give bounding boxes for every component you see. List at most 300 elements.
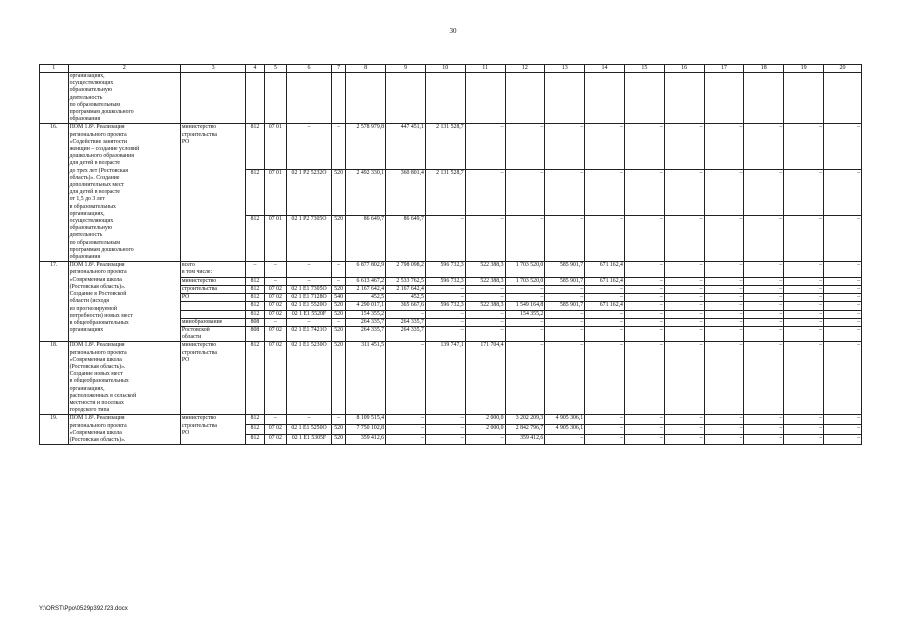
value-cell-col-20: – <box>824 302 862 310</box>
value-cell-col-15: – <box>624 326 664 341</box>
value-cell-col-15: – <box>624 435 664 445</box>
value-cell-col-16: – <box>664 124 704 170</box>
value-cell-col-9: 2 798 098,2 <box>386 262 426 277</box>
value-cell-col-10: 2 131 528,7 <box>425 124 465 170</box>
text-line: «Содействие занятости <box>69 138 128 145</box>
row-executor <box>180 262 245 277</box>
value-cell-col-5: 07 02 <box>264 302 286 310</box>
value-cell-col-18: – <box>744 318 784 326</box>
budget-table <box>39 64 862 445</box>
value-cell-col-7: 520 <box>331 326 345 341</box>
continuation-row <box>40 73 862 124</box>
value-cell-col-9: 447 451,1 <box>386 124 426 170</box>
value-cell-col-15: – <box>624 415 664 425</box>
value-cell-col-9: 365 667,6 <box>386 302 426 310</box>
value-cell-col-5: – <box>264 318 286 326</box>
text-line: ПОМ 1.8³. Реализация <box>69 262 125 269</box>
value-cell-col-18: – <box>744 294 784 302</box>
text-line: организациях, <box>69 210 105 217</box>
value-cell-col-16: – <box>664 216 704 262</box>
value-cell-col-10: – <box>425 216 465 262</box>
text-line: строительства <box>181 285 217 292</box>
value-cell-col-18: – <box>744 302 784 310</box>
value-cell-col-10: – <box>425 415 465 425</box>
value-cell-col-13: – <box>545 216 585 262</box>
value-cell-col-16: – <box>664 302 704 310</box>
text-line: РО <box>181 138 190 145</box>
header-cell-20: 20 <box>824 65 862 73</box>
value-cell-col-18: – <box>744 170 784 216</box>
value-cell-col-7: – <box>331 124 345 170</box>
value-cell-col-15: – <box>624 285 664 293</box>
value-cell-col-19: – <box>784 216 824 262</box>
budget-table-sheet <box>39 64 862 445</box>
value-cell-col-15: – <box>624 425 664 435</box>
value-cell-col-8: 154 355,2 <box>346 310 386 318</box>
value-cell-col-10: – <box>425 425 465 435</box>
value-cell-col-9: 86 649,7 <box>386 216 426 262</box>
text-line: осуществляющих <box>69 218 114 225</box>
text-line: всего <box>181 262 195 269</box>
value-cell-col-17: – <box>704 277 744 285</box>
value-cell-col-4: 812 <box>246 415 264 425</box>
value-cell-col-10: – <box>425 435 465 445</box>
value-cell-col-8: 2 578 979,8 <box>346 124 386 170</box>
value-cell-col-19: – <box>784 170 824 216</box>
text-line: Ростовской <box>181 326 210 333</box>
row-executor <box>180 310 245 318</box>
row-title <box>68 262 180 342</box>
value-cell-col-19: – <box>784 326 824 341</box>
text-line: (Ростовская область)». <box>69 363 126 370</box>
text-line: потребности) новых мест <box>69 312 133 319</box>
text-line: от 1,5 до 3 лет <box>69 196 105 203</box>
text-line: регионального проекта <box>69 422 127 429</box>
text-line: (Ростовская область)». <box>69 283 126 290</box>
value-cell-col-17: – <box>704 318 744 326</box>
value-cell-col-9: 452,5 <box>386 294 426 302</box>
header-cell-5: 5 <box>264 65 286 73</box>
value-cell-col-14: 671 162,4 <box>585 277 625 285</box>
value-cell-col-12: 1 703 520,0 <box>505 262 545 277</box>
value-cell-col-8: 2 167 642,4 <box>346 285 386 293</box>
value-cell-col-20: – <box>824 318 862 326</box>
value-cell-col-7: 520 <box>331 216 345 262</box>
value-cell-col-14: – <box>585 326 625 341</box>
value-cell-col-12: – <box>505 294 545 302</box>
value-cell-col-8: 264 335,7 <box>346 326 386 341</box>
text-line: министерство <box>181 124 217 131</box>
value-cell-col-4: 808 <box>246 318 264 326</box>
header-cell-15: 15 <box>624 65 664 73</box>
value-cell-col-19: – <box>784 262 824 277</box>
value-cell-col-5: 07 02 <box>264 326 286 341</box>
value-cell-col-19: – <box>784 294 824 302</box>
text-line: дошкольного образования <box>69 153 134 160</box>
header-row <box>40 65 862 73</box>
row-executor <box>180 277 245 285</box>
value-cell-col-18: – <box>744 277 784 285</box>
value-cell-col-12: – <box>505 318 545 326</box>
value-cell-col-4: 808 <box>246 326 264 341</box>
value-cell-col-11: – <box>465 326 505 341</box>
value-cell-col-20: – <box>824 216 862 262</box>
value-cell-col-20: – <box>824 277 862 285</box>
value-cell-col-11: – <box>465 294 505 302</box>
text-line: организациях, <box>69 385 105 392</box>
value-cell-col-17: – <box>704 326 744 341</box>
value-cell-col-11: 2 000,0 <box>465 425 505 435</box>
text-line: минобразование <box>181 318 223 325</box>
value-cell-col-5: 07 02 <box>264 285 286 293</box>
value-cell-col-7: 520 <box>331 342 345 415</box>
value-cell-col-9: – <box>386 425 426 435</box>
value-cell-col-17: – <box>704 294 744 302</box>
value-cell-col-14: 671 162,4 <box>585 302 625 310</box>
value-cell-col-6: 02 1 P2 7305О <box>287 216 332 262</box>
value-cell-col-8: 6 877 802,9 <box>346 262 386 277</box>
text-line: в общеобразовательных <box>69 319 129 326</box>
value-cell-col-8: 7 750 102,8 <box>346 425 386 435</box>
text-line: до трех лет (Ростовская <box>69 167 128 174</box>
value-cell-col-12: 154 355,2 <box>505 310 545 318</box>
value-cell-col-5: – <box>264 262 286 277</box>
value-cell-col-14: – <box>585 310 625 318</box>
value-cell-col-19: – <box>784 435 824 445</box>
text-line: образования <box>69 116 101 123</box>
value-cell-col-11: 522 388,3 <box>465 262 505 277</box>
value-cell-col-6: 02 1 E1 5230О <box>287 342 332 415</box>
value-cell-col-20: – <box>824 124 862 170</box>
text-line: регионального проекта <box>69 131 127 138</box>
value-cell-col-8: 452,5 <box>346 294 386 302</box>
value-cell-col-11: – <box>465 318 505 326</box>
value-cell-col-14: – <box>585 415 625 425</box>
header-cell-18: 18 <box>744 65 784 73</box>
value-cell-col-11: – <box>465 170 505 216</box>
value-cell-col-20: – <box>824 425 862 435</box>
value-cell-col-17: – <box>704 216 744 262</box>
value-cell-col-17: – <box>704 124 744 170</box>
value-cell-col-7: 520 <box>331 310 345 318</box>
value-cell-col-15: – <box>624 262 664 277</box>
value-cell-col-7: 540 <box>331 294 345 302</box>
text-line: местности и поселках <box>69 399 124 406</box>
value-cell-col-13: – <box>545 285 585 293</box>
value-cell-col-13: 585 901,7 <box>545 277 585 285</box>
value-cell-col-18: – <box>744 262 784 277</box>
value-cell-col-14: – <box>585 425 625 435</box>
value-cell-col-20: – <box>824 435 862 445</box>
text-line: строительства <box>181 131 217 138</box>
page-number: 30 <box>449 27 457 35</box>
text-line: дополнительных мест <box>69 182 124 189</box>
row-number: 18. <box>40 342 69 415</box>
value-cell-col-4: – <box>246 262 264 277</box>
value-cell-col-4: 812 <box>246 285 264 293</box>
value-cell-col-4: 812 <box>246 216 264 262</box>
value-cell-col-11: – <box>465 216 505 262</box>
text-line: области <box>181 334 202 341</box>
value-cell-col-11: 2 000,0 <box>465 415 505 425</box>
value-cell-col-10: – <box>425 310 465 318</box>
row-title <box>68 415 180 445</box>
value-cell-col-12: 1 549 164,8 <box>505 302 545 310</box>
header-cell-7: 7 <box>331 65 345 73</box>
text-line: для детей в возрасте <box>69 160 120 167</box>
value-cell-col-4: 812 <box>246 342 264 415</box>
row-executor <box>180 326 245 341</box>
value-cell-col-7: 520 <box>331 285 345 293</box>
text-line: Создание новых мест <box>69 371 123 378</box>
header-cell-6: 6 <box>287 65 332 73</box>
value-cell-col-16: – <box>664 342 704 415</box>
value-cell-col-13: – <box>545 326 585 341</box>
text-line: в том числе: <box>181 269 213 276</box>
value-cell-col-16: – <box>664 318 704 326</box>
text-line: образовательную <box>69 225 113 232</box>
value-cell-col-18: – <box>744 425 784 435</box>
value-cell-col-14: – <box>585 170 625 216</box>
text-line: РО <box>181 294 190 301</box>
row-executor <box>180 124 245 262</box>
header-cell-8: 8 <box>346 65 386 73</box>
row-number: 16. <box>40 124 69 262</box>
value-cell-col-19: – <box>784 342 824 415</box>
value-cell-col-14: 671 162,4 <box>585 262 625 277</box>
value-cell-col-12: 3 202 209,3 <box>505 415 545 425</box>
value-cell-col-19: – <box>784 425 824 435</box>
value-cell-col-15: – <box>624 277 664 285</box>
continuation-text <box>68 73 180 124</box>
value-cell-col-15: – <box>624 294 664 302</box>
text-line: из прогнозируемой <box>69 305 117 312</box>
value-cell-col-20: – <box>824 415 862 425</box>
value-cell-col-10: – <box>425 294 465 302</box>
value-cell-col-10: 596 732,3 <box>425 302 465 310</box>
header-cell-4: 4 <box>246 65 264 73</box>
value-cell-col-14: – <box>585 285 625 293</box>
value-cell-col-15: – <box>624 318 664 326</box>
value-cell-col-5: 07 01 <box>264 216 286 262</box>
value-cell-col-18: – <box>744 285 784 293</box>
value-cell-col-20: – <box>824 294 862 302</box>
text-line: РО <box>181 356 190 363</box>
value-cell-col-11: – <box>465 124 505 170</box>
text-line: строительства <box>181 422 217 429</box>
value-cell-col-8: 264 335,7 <box>346 318 386 326</box>
row-executor <box>180 318 245 326</box>
value-cell-col-15: – <box>624 170 664 216</box>
value-cell-col-9: – <box>386 435 426 445</box>
value-cell-col-4: 812 <box>246 294 264 302</box>
text-line: городского типа <box>69 407 110 414</box>
text-line: ПОМ 1.8³. Реализация <box>69 342 125 349</box>
value-cell-col-15: – <box>624 216 664 262</box>
value-cell-col-13: 4 905 306,1 <box>545 415 585 425</box>
row-number: 17. <box>40 262 69 342</box>
value-cell-col-16: – <box>664 435 704 445</box>
value-cell-col-9: – <box>386 342 426 415</box>
value-cell-col-17: – <box>704 342 744 415</box>
value-cell-col-12: – <box>505 326 545 341</box>
value-cell-col-6: 02 1 E1 5250О <box>287 425 332 435</box>
text-line: женщин – создание условий <box>69 146 140 153</box>
row-executor <box>180 285 245 293</box>
value-cell-col-9: 264 335,7 <box>386 318 426 326</box>
value-cell-col-14: – <box>585 124 625 170</box>
value-cell-col-20: – <box>824 262 862 277</box>
value-cell-col-18: – <box>744 310 784 318</box>
value-cell-col-17: – <box>704 262 744 277</box>
value-cell-col-8: 359 412,6 <box>346 435 386 445</box>
text-line: образовательную <box>69 87 113 94</box>
value-cell-col-13: – <box>545 124 585 170</box>
value-cell-col-19: – <box>784 415 824 425</box>
table-row <box>40 262 862 277</box>
value-cell-col-9: 264 335,7 <box>386 326 426 341</box>
value-cell-col-20: – <box>824 285 862 293</box>
value-cell-col-9: – <box>386 415 426 425</box>
text-line: область)». Создание <box>69 174 120 181</box>
header-cell-9: 9 <box>386 65 426 73</box>
text-line: (Ростовская область)». <box>69 436 126 443</box>
value-cell-col-12: 359 412,6 <box>505 435 545 445</box>
value-cell-col-11: 522 388,3 <box>465 277 505 285</box>
header-cell-2: 2 <box>68 65 180 73</box>
row-executor <box>180 302 245 310</box>
text-line: ПОМ 1.8³. Реализация <box>69 124 125 131</box>
value-cell-col-18: – <box>744 124 784 170</box>
value-cell-col-5: 07 01 <box>264 170 286 216</box>
value-cell-col-11: – <box>465 435 505 445</box>
text-line: организациях <box>69 327 104 334</box>
value-cell-col-5: 07 02 <box>264 342 286 415</box>
text-line: для детей в возрасте <box>69 189 120 196</box>
value-cell-col-15: – <box>624 310 664 318</box>
value-cell-col-9: – <box>386 310 426 318</box>
value-cell-col-13: – <box>545 342 585 415</box>
text-line: деятельность <box>69 232 103 239</box>
value-cell-col-5: 07 02 <box>264 435 286 445</box>
text-line: образования <box>69 254 101 261</box>
header-cell-16: 16 <box>664 65 704 73</box>
value-cell-col-13: 585 901,7 <box>545 262 585 277</box>
value-cell-col-16: – <box>664 262 704 277</box>
value-cell-col-4: 812 <box>246 310 264 318</box>
value-cell-col-14: – <box>585 294 625 302</box>
value-cell-col-15: – <box>624 342 664 415</box>
text-line: ПОМ 1.8³. Реализация <box>69 415 125 422</box>
text-line: организациях, <box>69 73 105 79</box>
value-cell-col-14: – <box>585 342 625 415</box>
value-cell-col-20: – <box>824 310 862 318</box>
text-line: по образовательным <box>69 101 120 108</box>
text-line: министерство <box>181 415 217 422</box>
header-cell-19: 19 <box>784 65 824 73</box>
file-path-footer: Y:\ORST\Ppo\0529p392.f23.docx <box>39 606 128 612</box>
value-cell-col-10: 596 732,3 <box>425 277 465 285</box>
value-cell-col-15: – <box>624 302 664 310</box>
table-row <box>40 342 862 415</box>
value-cell-col-17: – <box>704 170 744 216</box>
value-cell-col-4: 812 <box>246 425 264 435</box>
text-line: программам дошкольного <box>69 246 134 253</box>
value-cell-col-17: – <box>704 310 744 318</box>
value-cell-col-12: – <box>505 285 545 293</box>
cell-num <box>40 73 69 124</box>
text-line: «Современная школа <box>69 356 122 363</box>
value-cell-col-13: – <box>545 294 585 302</box>
value-cell-col-16: – <box>664 170 704 216</box>
value-cell-col-17: – <box>704 285 744 293</box>
value-cell-col-16: – <box>664 310 704 318</box>
value-cell-col-6: 02 1 E1 5305F <box>287 435 332 445</box>
value-cell-col-6: 02 1 E1 5520F <box>287 310 332 318</box>
value-cell-col-9: 2 533 762,5 <box>386 277 426 285</box>
value-cell-col-4: 812 <box>246 170 264 216</box>
value-cell-col-19: – <box>784 124 824 170</box>
value-cell-col-18: – <box>744 216 784 262</box>
text-line: министерство <box>181 342 217 349</box>
table-row <box>40 415 862 425</box>
value-cell-col-7: – <box>331 277 345 285</box>
value-cell-col-7: – <box>331 415 345 425</box>
value-cell-col-7: 520 <box>331 435 345 445</box>
value-cell-col-19: – <box>784 285 824 293</box>
text-line: министерство <box>181 277 217 284</box>
value-cell-col-12: – <box>505 342 545 415</box>
row-executor <box>180 415 245 445</box>
value-cell-col-15: – <box>624 124 664 170</box>
row-executor <box>180 294 245 302</box>
text-line: области (исходя <box>69 298 109 305</box>
value-cell-col-13: – <box>545 435 585 445</box>
value-cell-col-5: 07 01 <box>264 124 286 170</box>
value-cell-col-6: – <box>287 262 332 277</box>
value-cell-col-6: – <box>287 318 332 326</box>
value-cell-col-19: – <box>784 310 824 318</box>
value-cell-col-6: 02 1 E1 7128О <box>287 294 332 302</box>
value-cell-col-17: – <box>704 302 744 310</box>
value-cell-col-18: – <box>744 415 784 425</box>
text-line: осуществляющих <box>69 80 114 87</box>
value-cell-col-10: 596 732,3 <box>425 262 465 277</box>
value-cell-col-18: – <box>744 342 784 415</box>
header-cell-11: 11 <box>465 65 505 73</box>
value-cell-col-20: – <box>824 326 862 341</box>
text-line: в образовательных <box>69 203 116 210</box>
value-cell-col-12: – <box>505 170 545 216</box>
text-line: РО <box>181 429 190 436</box>
text-line: регионального проекта <box>69 349 127 356</box>
text-line: деятельность <box>69 94 103 101</box>
value-cell-col-17: – <box>704 415 744 425</box>
value-cell-col-19: – <box>784 277 824 285</box>
value-cell-col-20: – <box>824 342 862 415</box>
row-title <box>68 342 180 415</box>
value-cell-col-12: – <box>505 124 545 170</box>
text-line: программам дошкольного <box>69 109 134 116</box>
value-cell-col-6: – <box>287 415 332 425</box>
header-cell-17: 17 <box>704 65 744 73</box>
value-cell-col-11: 522 388,3 <box>465 302 505 310</box>
row-title <box>68 124 180 262</box>
row-number: 19. <box>40 415 69 445</box>
value-cell-col-7: – <box>331 262 345 277</box>
value-cell-col-10: 139 747,1 <box>425 342 465 415</box>
value-cell-col-6: 02 1 E1 7421О <box>287 326 332 341</box>
